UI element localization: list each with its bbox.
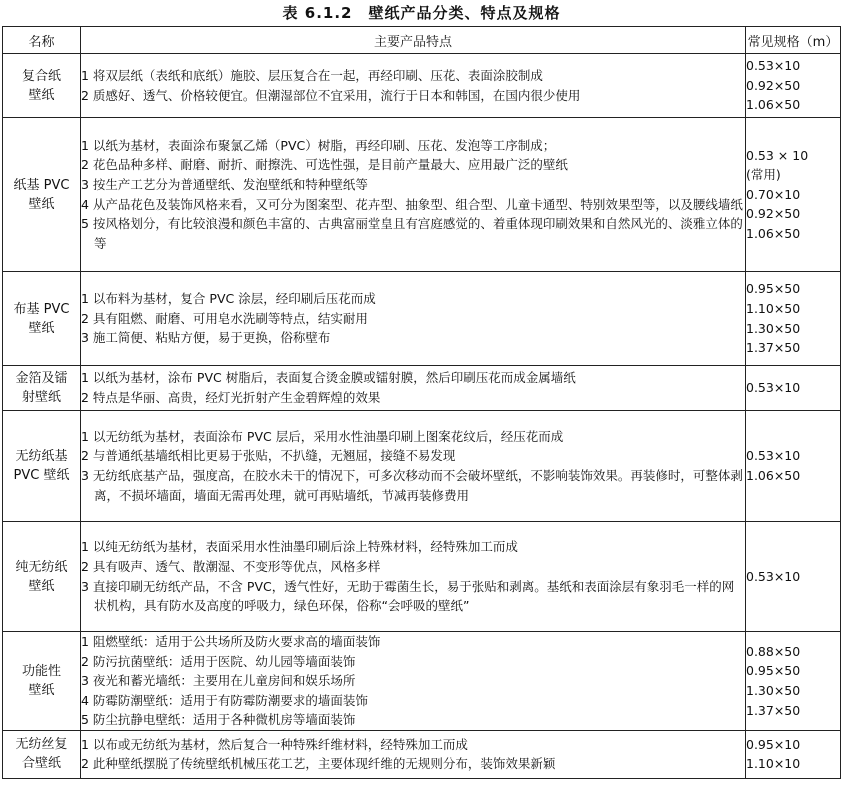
feature-item: 3 夜光和蓄光墙纸：主要用在儿童房间和娱乐场所 [81, 673, 356, 689]
feature-item: 4 从产品花色及装饰风格来看，又可分为图案型、花卉型、抽象型、组合型、儿童卡通型、特别效果型等，以及腰线墙纸 [81, 196, 743, 212]
feature-item: 2 防污抗菌壁纸：适用于医院、幼儿园等墙面装饰 [81, 653, 356, 669]
size-item: 0.95×50 [746, 663, 801, 679]
product-name-line: 合壁纸 [21, 756, 61, 772]
size-item: 0.95×10 [746, 736, 801, 752]
size-item: 0.53×10 [746, 380, 801, 396]
feature-item: 3 直接印刷无纺纸产品，不含 PVC，透气性好，无助于霉菌生长，易于张贴和剥离。基纸和表面涂层有象羽毛一样的网状机构，具有防水及高度的呼吸力，绿色环保，俗称“会呼吸的壁纸” [81, 578, 735, 614]
product-name-cell [3, 54, 81, 118]
feature-item: 2 特点是华丽、高贵，经灯光折射产生金碧辉煌的效果 [81, 390, 381, 405]
sizes-cell [746, 272, 841, 366]
product-name-cell [3, 411, 81, 522]
size-item: 0.53×10 [746, 448, 801, 464]
table-row [3, 118, 841, 272]
table-title: 表 6.1.2 壁纸产品分类、特点及规格 [282, 4, 561, 22]
header-sizes: 常见规格（m） [746, 27, 841, 54]
feature-item: 2 此种壁纸摆脱了传统壁纸机械压花工艺，主要体现纤维的无规则分布，装饰效果新颖 [81, 756, 556, 772]
feature-item: 5 防尘抗静电壁纸：适用于各种微机房等墙面装饰 [81, 712, 356, 728]
product-name-cell [3, 366, 81, 411]
table-row [3, 522, 841, 632]
product-name-line: 射壁纸 [21, 390, 61, 405]
sizes-cell [746, 522, 841, 632]
feature-item: 1 以纸为基材，涂布 PVC 树脂后，表面复合烫金膜或镭射膜，然后印刷压花而成金属墙纸 [81, 370, 576, 386]
feature-item: 2 具有吸声、透气、散潮湿、不变形等优点，风格多样 [81, 558, 381, 574]
size-item: 1.06×50 [746, 468, 801, 483]
size-item: 1.30×50 [746, 682, 801, 698]
size-item: 0.95×50 [746, 281, 801, 297]
sizes-cell [746, 366, 841, 411]
features-cell [81, 118, 746, 272]
product-name-line: 布基 PVC [13, 301, 70, 317]
feature-item: 2 具有阻燃、耐磨、可用皂水洗刷等特点，结实耐用 [81, 310, 368, 326]
feature-item: 1 以布或无纺纸为基材，然后复合一种特殊纤维材料，经特殊加工而成 [81, 736, 468, 752]
product-name-line: 壁纸 [28, 578, 55, 594]
header-features: 主要产品特点 [81, 27, 746, 54]
feature-item: 2 质感好、透气、价格较便宜。但潮湿部位不宜采用，流行于日本和韩国，在国内很少使用 [81, 87, 581, 103]
size-item: 1.10×50 [746, 300, 801, 316]
product-name-line: PVC 壁纸 [13, 468, 70, 483]
size-item: 0.53 × 10 [746, 147, 809, 163]
table-row [3, 366, 841, 411]
header-name: 名称 [3, 27, 81, 54]
size-item: 1.06×50 [746, 225, 801, 241]
product-name-line: 壁纸 [28, 320, 55, 336]
table-row [3, 730, 841, 778]
size-item: 1.37×50 [746, 340, 801, 356]
product-name-line: 复合纸 [21, 68, 61, 84]
size-item: 1.10×10 [746, 756, 801, 772]
features-cell [81, 632, 746, 731]
size-item: 0.70×10 [746, 186, 801, 202]
product-name-line: 壁纸 [28, 682, 55, 698]
feature-item: 3 无纺纸底基产品，强度高，在胶水未干的情况下，可多次移动而不会破坏壁纸，不影响装饰效果。再装修时，可整体剥离，不损坏墙面，墙面无需再处理，就可再贴墙纸，节减再装修费用 [81, 468, 743, 503]
table-row [3, 54, 841, 118]
header-row [3, 27, 841, 54]
features-cell [81, 272, 746, 366]
size-item: 1.37×50 [746, 702, 801, 718]
product-name-line: 无纺丝复 [15, 737, 68, 753]
size-item: 1.06×50 [746, 97, 801, 113]
product-name-line: 纸基 PVC [13, 177, 70, 193]
product-name-line: 功能性 [21, 663, 61, 679]
product-name-cell [3, 272, 81, 366]
feature-item: 1 阻燃壁纸：适用于公共场所及防火要求高的墙面装饰 [81, 634, 381, 649]
table-row [3, 272, 841, 366]
feature-item: 4 防霉防潮壁纸：适用于有防霉防潮要求的墙面装饰 [81, 692, 368, 708]
feature-item: 1 以布料为基材，复合 PVC 涂层，经印刷后压花而成 [81, 291, 376, 307]
sizes-cell [746, 411, 841, 522]
table-row [3, 411, 841, 522]
features-cell [81, 411, 746, 522]
sizes-cell [746, 118, 841, 272]
feature-item: 1 将双层纸（表纸和底纸）施胶、层压复合在一起，再经印刷、压花、表面涂胶制成 [81, 67, 543, 83]
size-item: 0.53×10 [746, 58, 801, 74]
size-item: 0.88×50 [746, 643, 801, 659]
sizes-cell [746, 730, 841, 778]
size-item: 0.92×50 [746, 77, 801, 93]
size-item: 0.53×10 [746, 568, 801, 584]
feature-item: 1 以无纺纸为基材，表面涂布 PVC 层后，采用水性油墨印刷上图案花纹后，经压花而成 [81, 428, 564, 444]
product-name-cell [3, 118, 81, 272]
feature-item: 3 按生产工艺分为普通壁纸、发泡壁纸和特种壁纸等 [81, 176, 368, 192]
table-row [3, 632, 841, 731]
sizes-cell [746, 54, 841, 118]
features-cell [81, 522, 746, 632]
product-name-line: 无纺纸基 [15, 449, 68, 464]
table-body [3, 54, 841, 779]
feature-item: 1 以纸为基材，表面涂布聚氯乙烯（PVC）树脂，再经印刷、压花、发泡等工序制成； [81, 137, 556, 153]
product-name-line: 壁纸 [28, 196, 55, 212]
feature-item: 3 施工简便、粘贴方便，易于更换，俗称壁布 [81, 330, 331, 346]
features-cell [81, 730, 746, 778]
size-item: (常用) [746, 167, 781, 183]
product-name-line: 纯无纺纸 [15, 559, 68, 575]
features-cell [81, 54, 746, 118]
product-name-cell [3, 632, 81, 731]
wallpaper-spec-table [2, 26, 841, 779]
feature-item: 5 按风格划分，有比较浪漫和颜色丰富的、古典富丽堂皇且有宫庭感觉的、着重体现印刷效果和自然风光的、淡雅立体的等 [81, 216, 743, 251]
feature-item: 1 以纯无纺纸为基材，表面采用水性油墨印刷后涂上特殊材料，经特殊加工而成 [81, 539, 518, 555]
feature-item: 2 花色品种多样、耐磨、耐折、耐擦洗、可选性强，是目前产量最大、应用最广泛的壁纸 [81, 157, 568, 173]
sizes-cell [746, 632, 841, 731]
product-name-line: 壁纸 [28, 87, 55, 103]
product-name-cell [3, 730, 81, 778]
size-item: 1.30×50 [746, 320, 801, 336]
product-name-line: 金箔及镭 [15, 371, 68, 386]
feature-item: 2 与普通纸基墙纸相比更易于张贴，不扒缝，无翘屈，接缝不易发现 [81, 448, 456, 464]
product-name-cell [3, 522, 81, 632]
features-cell [81, 366, 746, 411]
size-item: 0.92×50 [746, 206, 801, 222]
